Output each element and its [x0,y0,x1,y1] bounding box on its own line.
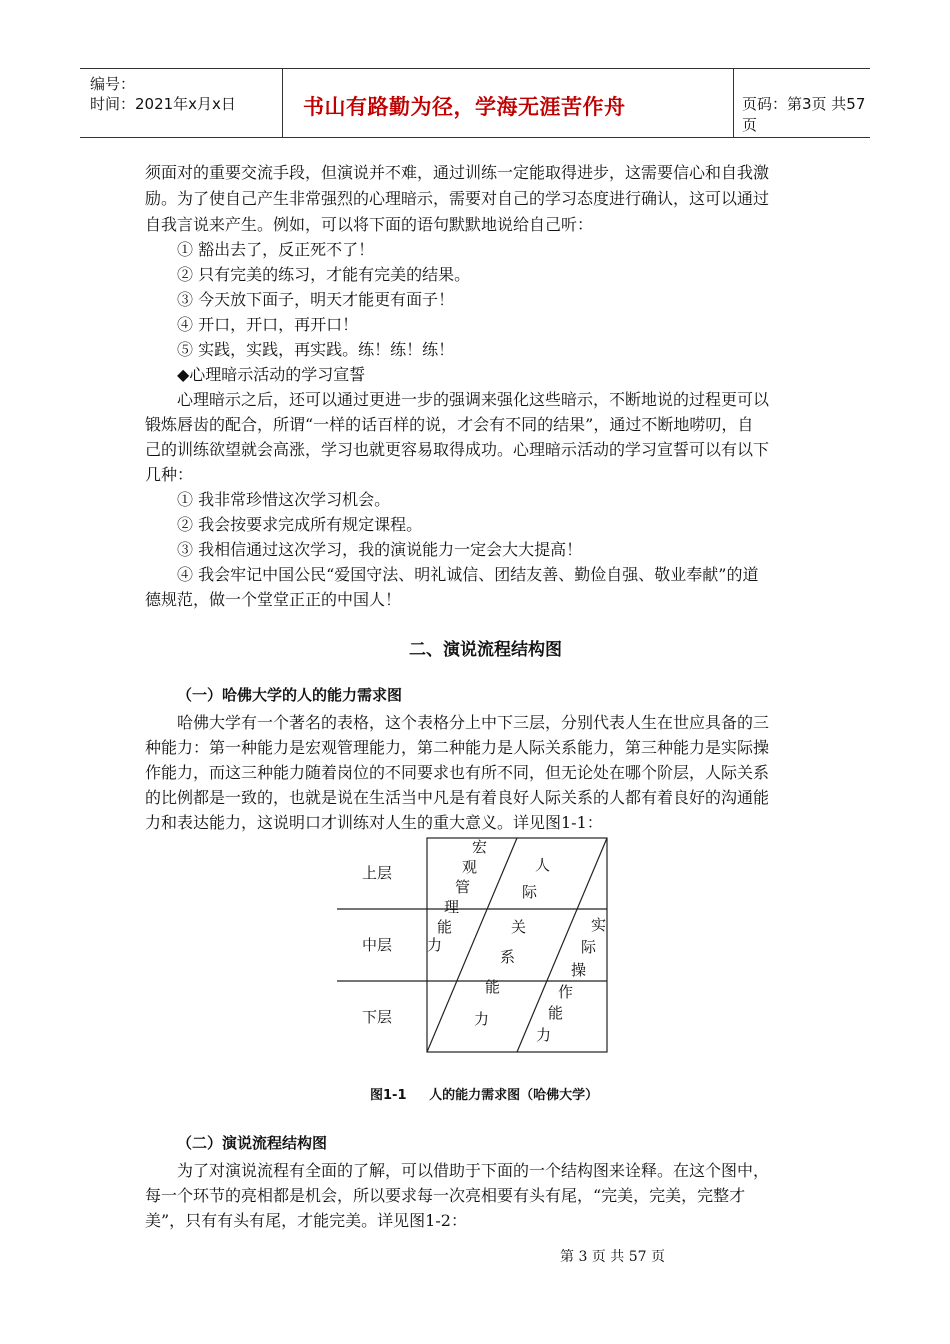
macro-char: 理 [444,898,460,916]
list-item: 德规范，做一个堂堂正正的中国人！ [145,590,402,609]
list-item: ② 我会按要求完成所有规定课程。 [177,515,423,534]
macro-char: 能 [437,918,453,936]
macro-char: 观 [462,858,478,876]
paragraph-line: 须面对的重要交流手段，但演说并不难，通过训练一定能取得进步，这需要信心和自我激 [145,163,770,182]
relation-char: 人 [535,856,551,874]
paragraph-line: 力和表达能力，这说明口才训练对人生的重大意义。详见图1-1： [145,813,603,832]
practical-char: 力 [536,1026,552,1044]
subsection-title: （一）哈佛大学的人的能力需求图 [177,686,403,704]
paragraph-line: 的比例都是一致的，也就是说在生活当中凡是有着良好人际关系的人都有着良好的沟通能 [145,788,770,807]
row-label-lower: 下层 [362,1008,393,1026]
list-item: ⑤ 实践，实践，再实践。练！练！练！ [177,340,455,359]
list-item: ② 只有完美的练习，才能有完美的结果。 [177,265,471,284]
macro-char: 宏 [472,838,488,856]
paragraph-line: 哈佛大学有一个著名的表格，这个表格分上中下三层，分别代表人生在世应具备的三 [177,713,770,732]
list-item: ① 豁出去了，反正死不了！ [177,240,375,259]
relation-char: 力 [474,1010,490,1028]
header-motto: 书山有路勤为径，学海无涯苦作舟 [303,95,626,119]
list-item: ④ 开口，开口，再开口！ [177,315,359,334]
diagram-frame [427,838,607,1052]
list-item: ① 我非常珍惜这次学习机会。 [177,490,391,509]
section-title: 二、演说流程结构图 [409,640,562,660]
doc-number-label: 编号： [90,75,136,93]
page-footer: 第 3 页 共 57 页 [560,1249,665,1265]
paragraph-line: 心理暗示之后，还可以通过更进一步的强调来强化这些暗示，不断地说的过程更可以 [177,390,770,409]
relation-char: 能 [485,978,501,996]
paragraph-line: 作能力，而这三种能力随着岗位的不同要求也有所不同，但无论处在哪个阶层，人际关系 [145,763,770,782]
subsection-title: （二）演说流程结构图 [177,1134,328,1152]
bullet-title: ◆心理暗示活动的学习宣誓 [177,365,366,384]
relation-char: 际 [522,883,538,901]
paragraph-line: 种能力：第一种能力是宏观管理能力，第二种能力是人际关系能力，第三种能力是实际操 [145,738,770,757]
practical-char: 实 [591,916,607,934]
figure-caption: 图1-1 人的能力需求图（哈佛大学） [370,1088,599,1103]
practical-char: 际 [581,938,597,956]
doc-date-label: 时间：2021年x月x日 [90,95,236,113]
list-item: ③ 今天放下面子，明天才能更有面子！ [177,290,455,309]
practical-char: 作 [558,983,574,1001]
page-header [80,68,870,138]
header-motto-cell [282,69,734,137]
relation-char: 系 [500,948,516,966]
ability-demand-diagram [0,832,950,1072]
macro-char: 力 [427,936,443,954]
practical-char: 操 [571,961,587,979]
paragraph-line: 锻炼唇齿的配合，所谓“一样的话百样的说，才会有不同的结果”，通过不断地唠叨，自 [145,415,754,434]
list-item: ④ 我会牢记中国公民“爱国守法、明礼诚信、团结友善、勤俭自强、敬业奉献”的道 [177,565,759,584]
macro-char: 管 [455,878,471,896]
paragraph-line: 己的训练欲望就会高涨，学习也就更容易取得成功。心理暗示活动的学习宣誓可以有以下 [145,440,770,459]
paragraph-line: 自我言说来产生。例如，可以将下面的语句默默地说给自己听： [145,215,594,234]
paragraph-line: 每一个环节的亮相都是机会，所以要求每一次亮相要有头有尾，“完美，完美，完整才 [145,1186,746,1205]
row-label-upper: 上层 [362,864,393,882]
header-meta [80,69,280,137]
practical-char: 能 [548,1004,564,1022]
paragraph-line: 几种： [145,465,194,484]
relation-char: 关 [511,918,527,936]
paragraph-line: 美”，只有有头有尾，才能完美。详见图1-2： [145,1211,467,1230]
paragraph-line: 励。为了使自己产生非常强烈的心理暗示，需要对自己的学习态度进行确认，这可以通过 [145,189,770,208]
row-label-middle: 中层 [362,936,393,954]
paragraph-line: 为了对演说流程有全面的了解，可以借助于下面的一个结构图来诠释。在这个图中， [177,1161,770,1180]
list-item: ③ 我相信通过这次学习，我的演说能力一定会大大提高！ [177,540,583,559]
header-page-code: 页码：第3页 共57页 [742,95,866,134]
